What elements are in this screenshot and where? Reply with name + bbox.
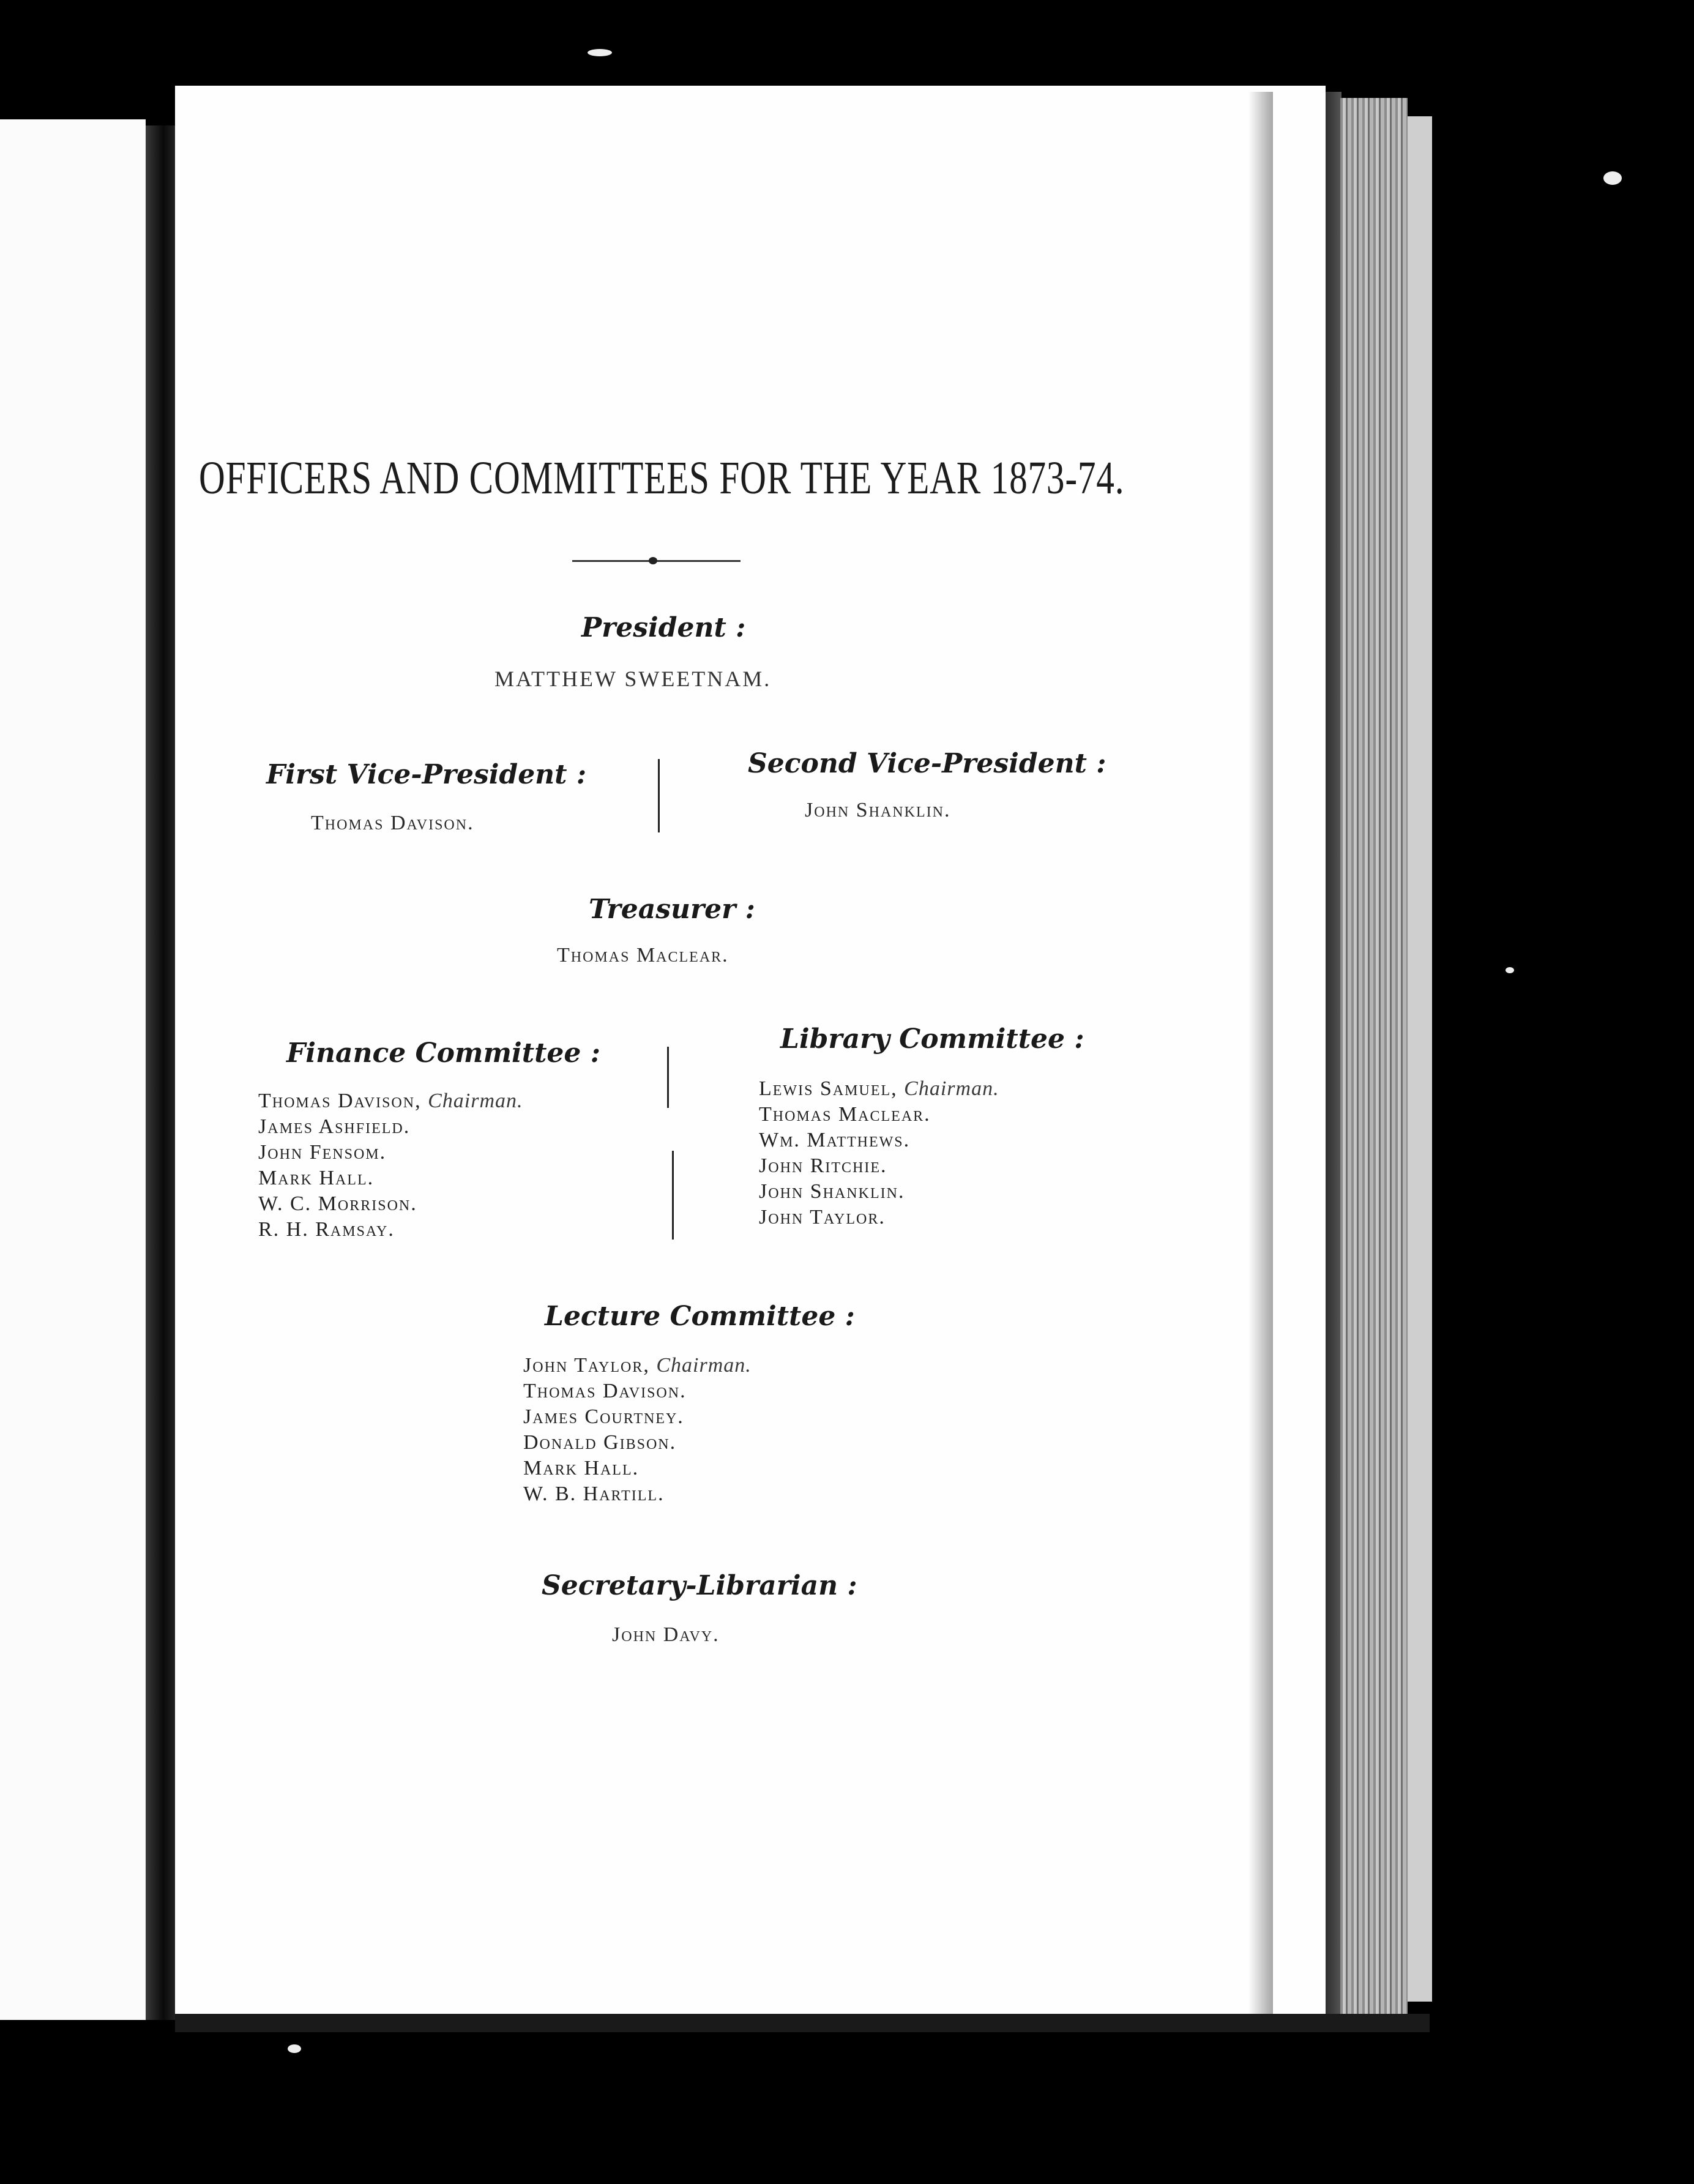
committee-divider-bottom <box>672 1151 674 1240</box>
page-title: OFFICERS AND COMMITTEES FOR THE YEAR 1873-74. <box>199 452 1125 504</box>
list-item: Wm. Matthews. <box>759 1129 911 1151</box>
scan-speck <box>1506 967 1514 973</box>
list-item: John Fensom. <box>258 1141 387 1164</box>
finance-committee-list <box>258 1088 523 1243</box>
list-item: Thomas Maclear. <box>759 1103 931 1126</box>
scan-speck <box>588 49 612 56</box>
committee-divider-top <box>667 1047 669 1108</box>
secretary-librarian-heading: Secretary-Librarian : <box>542 1570 857 1601</box>
lecture-committee-list <box>523 1353 752 1507</box>
list-item: Thomas Davison, Chairman. <box>258 1090 523 1112</box>
president-name: MATTHEW SWEETNAM. <box>494 667 772 691</box>
list-item: John Taylor. <box>759 1206 886 1228</box>
facing-page <box>0 119 146 2020</box>
library-committee-list <box>759 1076 999 1230</box>
list-item: John Ritchie. <box>759 1154 887 1177</box>
page-stack <box>1340 98 1408 2014</box>
list-item: Lewis Samuel, Chairman. <box>759 1077 999 1100</box>
list-item: Donald Gibson. <box>523 1431 677 1454</box>
book-gutter <box>146 125 175 2020</box>
list-item: W. C. Morrison. <box>258 1192 417 1215</box>
list-item: John Taylor, Chairman. <box>523 1354 752 1377</box>
scan-speck <box>1603 171 1622 185</box>
secretary-librarian-name: John Davy. <box>612 1623 720 1646</box>
vice-president-divider <box>658 759 660 832</box>
president-heading: President : <box>581 612 746 643</box>
page-bottom-edge <box>175 2014 1430 2032</box>
list-item: Mark Hall. <box>523 1457 640 1479</box>
list-item: R. H. Ramsay. <box>258 1218 395 1241</box>
treasurer-heading: Treasurer : <box>589 894 755 925</box>
treasurer-name: Thomas Maclear. <box>557 944 729 967</box>
list-item: W. B. Hartill. <box>523 1483 665 1505</box>
first-vice-president-name: Thomas Davison. <box>311 812 474 834</box>
list-item: John Shanklin. <box>759 1180 905 1203</box>
finance-committee-heading: Finance Committee : <box>286 1038 600 1069</box>
first-vice-president-heading: First Vice-President : <box>266 759 587 790</box>
second-vice-president-heading: Second Vice-President : <box>748 748 1106 779</box>
list-item: James Courtney. <box>523 1405 684 1428</box>
list-item: James Ashfield. <box>258 1115 411 1138</box>
book-edge <box>1408 116 1432 2002</box>
scan-speck <box>288 2044 301 2053</box>
library-committee-heading: Library Committee : <box>780 1023 1084 1055</box>
second-vice-president-name: John Shanklin. <box>805 799 951 821</box>
page-shadow <box>1248 92 1273 2020</box>
list-item: Mark Hall. <box>258 1167 375 1189</box>
lecture-committee-heading: Lecture Committee : <box>545 1301 855 1332</box>
list-item: Thomas Davison. <box>523 1380 687 1402</box>
divider-ornament <box>649 557 657 564</box>
